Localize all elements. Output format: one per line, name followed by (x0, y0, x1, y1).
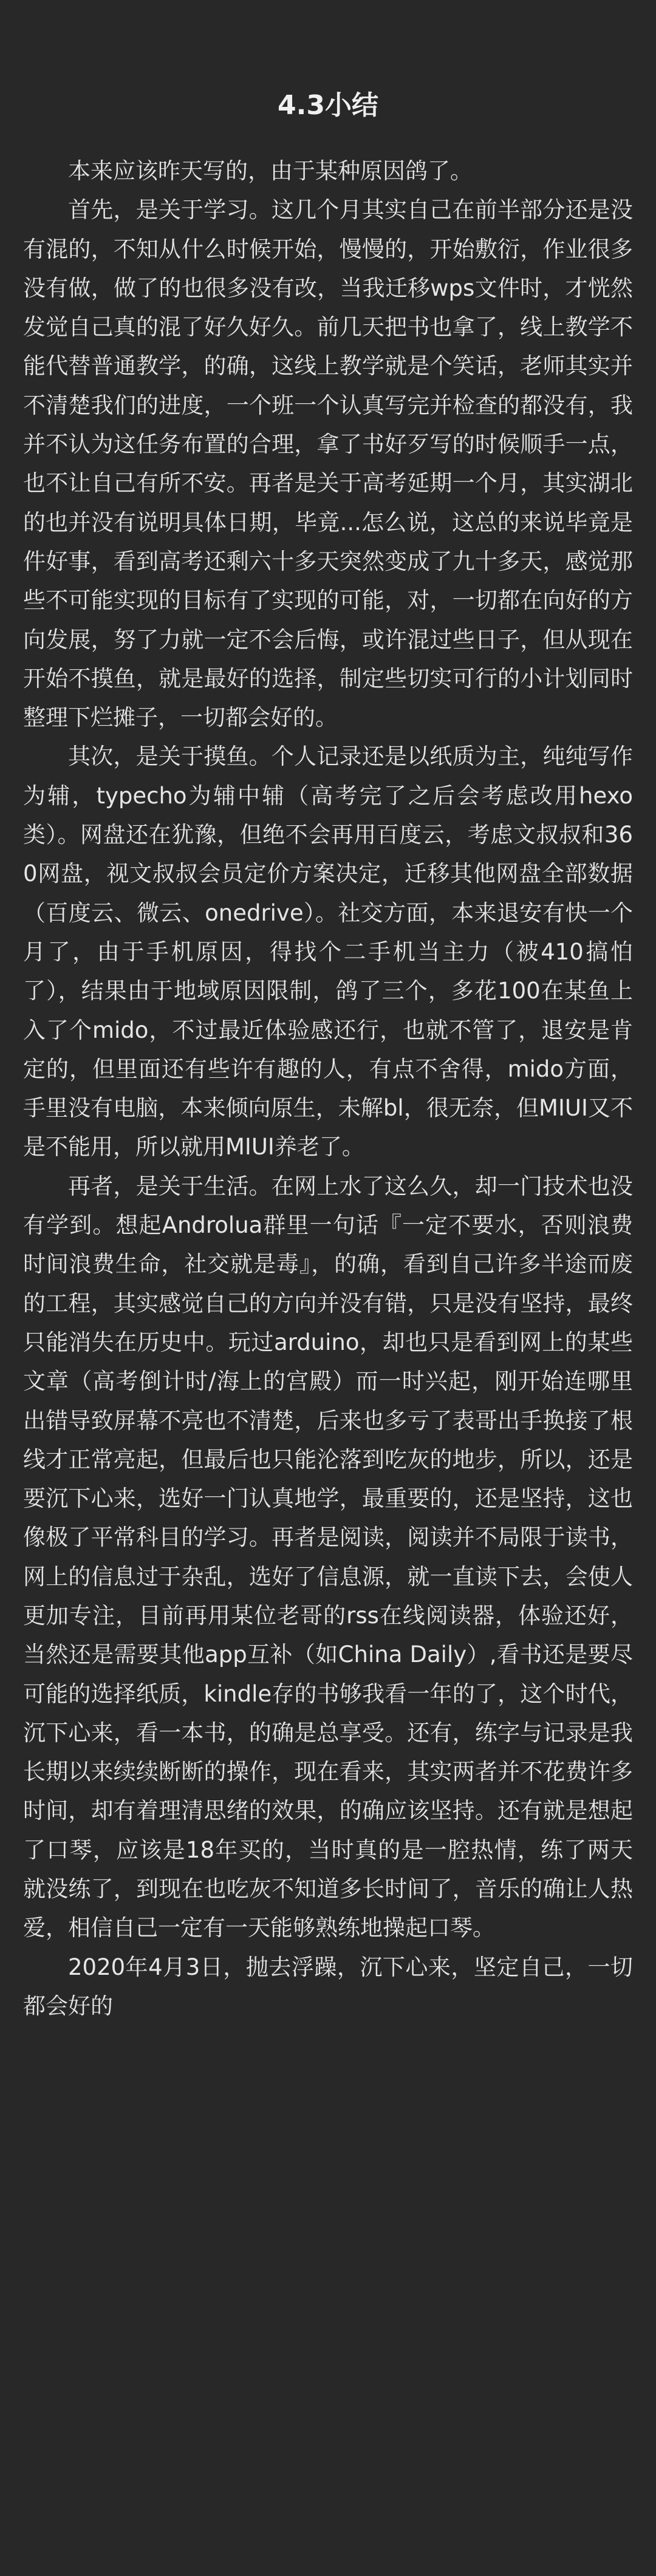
article-body (23, 152, 633, 2026)
paragraph-life: 再者，是关于生活。在网上水了这么久，却一门技术也没有学到。想起Androlua群里一句话『一定不要水，否则浪费时间浪费生命，社交就是毒』，的确，看到自己许多半途而废的工程，其实感觉自己的方向并没有错，只是没有坚持，最终只能消失在历史中。玩过arduino，却也只是看到网上的某些文章（高考倒计时/海上的宫殿）而一时兴起，刚开始连哪里出错导致屏幕不亮也不清楚，后来也多亏了表哥出手换接了根线才正常亮起，但最后也只能沦落到吃灰的地步，所以，还是要沉下心来，选好一门认真地学，最重要的，还是坚持，这也像极了平常科目的学习。再者是阅读，阅读并不局限于读书，网上的信息过于杂乱，选好了信息源，就一直读下去，会使人更加专注，目前再用某位老哥的rss在线阅读器，体验还好，当然还是需要其他app互补（如China Daily）,看书还是要尽可能的选择纸质，kindle存的书够我看一年的了，这个时代，沉下心来，看一本书，的确是总享受。还有，练字与记录是我长期以来续续断断的操作，现在看来，其实两者并不花费许多时间，却有着理清思绪的效果，的确应该坚持。还有就是想起了口琴，应该是18年买的，当时真的是一腔热情，练了两天就没练了，到现在也吃灰不知道多长时间了，音乐的确让人热爱，相信自己一定有一天能够熟练地操起口琴。 (23, 1173, 633, 1941)
paragraph-study: 首先，是关于学习。这几个月其实自己在前半部分还是没有混的，不知从什么时候开始，慢慢的，开始敷衍，作业很多没有做，做了的也很多没有改，当我迁移wps文件时，才恍然发觉自己真的混了好久好久。前几天把书也拿了，线上教学不能代替普通教学，的确，这线上教学就是个笑话，老师其实并不清楚我们的进度，一个班一个认真写完并检查的都没有，我并不认为这任务布置的合理，拿了书好歹写的时候顺手一点，也不让自己有所不安。再者是关于高考延期一个月，其实湖北的也并没有说明具体日期，毕竟...怎么说，这总的来说毕竟是件好事，看到高考还剩六十多天突然变成了九十多天，感觉那些不可能实现的目标有了实现的可能，对，一切都在向好的方向发展，努了力就一定不会后悔，或许混过些日子，但从现在开始不摸鱼，就是最好的选择，制定些切实可行的小计划同时整理下烂摊子，一切都会好的。 (23, 197, 633, 731)
paragraph-intro: 本来应该昨天写的，由于某种原因鸽了。 (68, 158, 473, 184)
article-title: 4.3小结 (278, 90, 378, 121)
paragraph-slacking: 其次，是关于摸鱼。个人记录还是以纸质为主，纯纯写作为辅，typecho为辅中辅（高考完了之后会考虑改用hexo类）。网盘还在犹豫，但绝不会再用百度云，考虑文叔叔和360网盘，视文叔叔会员定价方案决定，迁移其他网盘全部数据（百度云、微云、onedrive）。社交方面，本来退安有快一个月了，由于手机原因，得找个二手机当主力（被410搞怕了），结果由于地域原因限制，鸽了三个，多花100在某鱼上入了个mido，不过最近体验感还行，也就不管了，退安是肯定的，但里面还有些许有趣的人，有点不舍得，mido方面，手里没有电脑，本来倾向原生，未解bl，很无奈，但MIUI又不是不能用，所以就用MIUI养老了。 (23, 743, 633, 1160)
paragraph-closing: 2020年4月3日，抛去浮躁，沉下心来，坚定自己，一切都会好的 (23, 1954, 633, 2019)
